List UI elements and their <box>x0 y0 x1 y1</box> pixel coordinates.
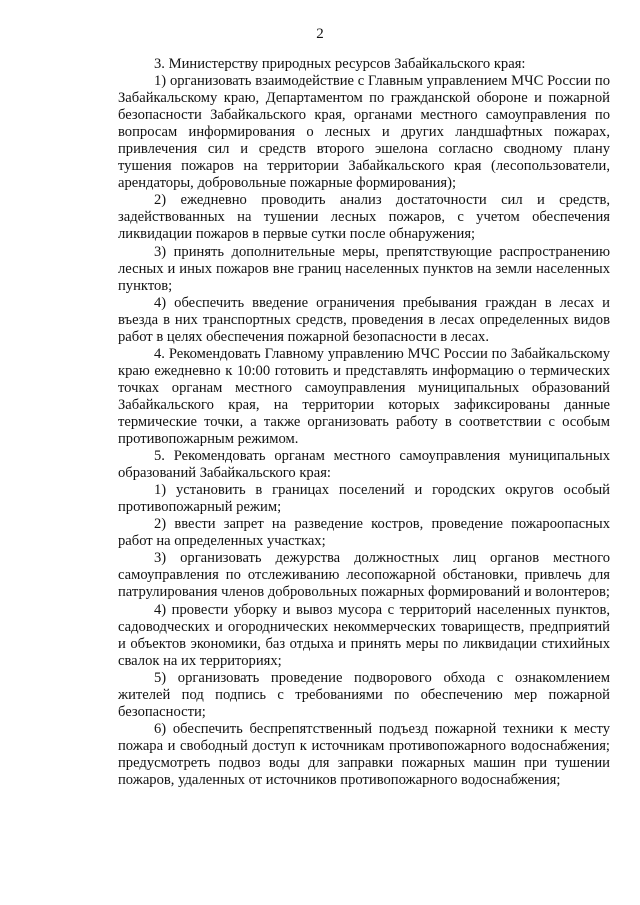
paragraph-item-5-6: 6) обеспечить беспрепятственный подъезд пожарной техники к месту пожара и свободный доступ к источникам противопожарного водоснабжения; предусмотреть подвоз воды для заправки пожарных машин при тушении пожаров, удаленных от источников противопожарного водоснабжения; <box>118 720 610 788</box>
document-body <box>118 56 610 789</box>
paragraph-item-5-5: 5) организовать проведение подворового обхода с ознакомлением жителей под подпись с требованиями по обеспечению мер пожарной безопасности; <box>118 669 610 720</box>
paragraph-item-5-4: 4) провести уборку и вывоз мусора с территорий населенных пунктов, садоводческих и огороднических некоммерческих товариществ, предприятий и объектов экономики, баз отдыха и принять меры по ликвидации стихийных свалок на их территориях; <box>118 601 610 669</box>
paragraph-item-3-4: 4) обеспечить введение ограничения пребывания граждан в лесах и въезда в них транспортных средств, проведения в лесах определенных видов работ в целях обеспечения пожарной безопасности в лесах. <box>118 294 610 345</box>
paragraph-item-4: 4. Рекомендовать Главному управлению МЧС России по Забайкальскому краю ежедневно к 10:00 готовить и представлять информацию о термических точках органам местного самоуправления муниципальных образований Забайкальского края, на территории которых зафиксированы данные термические точки, а также организовать работу в соответствии с особым противопожарным режимом. <box>118 345 610 448</box>
paragraph-item-3-1: 1) организовать взаимодействие с Главным управлением МЧС России по Забайкальскому краю, Департаментом по гражданской обороне и пожарной безопасности Забайкальского края, органами местного самоуправления по вопросам информирования о лесных и других ландшафтных пожарах, привлечения сил и средств второго эшелона согласно сводному плану тушения пожаров на территории Забайкальского края (лесопользователи, арендаторы, добровольные пожарные формирования); <box>118 73 610 192</box>
paragraph-item-3-heading: 3. Министерству природных ресурсов Забайкальского края: <box>154 56 526 72</box>
paragraph-item-5-1: 1) установить в границах поселений и городских округов особый противопожарный режим; <box>118 482 610 516</box>
page-number: 2 <box>316 26 324 42</box>
paragraph-item-5-heading: 5. Рекомендовать органам местного самоуправления муниципальных образований Забайкальского края: <box>118 448 610 482</box>
paragraph-item-5-3: 3) организовать дежурства должностных лиц органов местного самоуправления по отслеживанию лесопожарной обстановки, привлечь для патрулирования членов добровольных пожарных формирований и волонтеров; <box>118 550 610 601</box>
paragraph-item-5-2: 2) ввести запрет на разведение костров, проведение пожароопасных работ на определенных участках; <box>118 516 610 550</box>
paragraph-item-3-3: 3) принять дополнительные меры, препятствующие распространению лесных и иных пожаров вне границ населенных пунктов на земли населенных пунктов; <box>118 243 610 294</box>
paragraph-item-3-2: 2) ежедневно проводить анализ достаточности сил и средств, задействованных на тушении лесных пожаров, с учетом обеспечения ликвидации пожаров в первые сутки после обнаружения; <box>118 192 610 243</box>
